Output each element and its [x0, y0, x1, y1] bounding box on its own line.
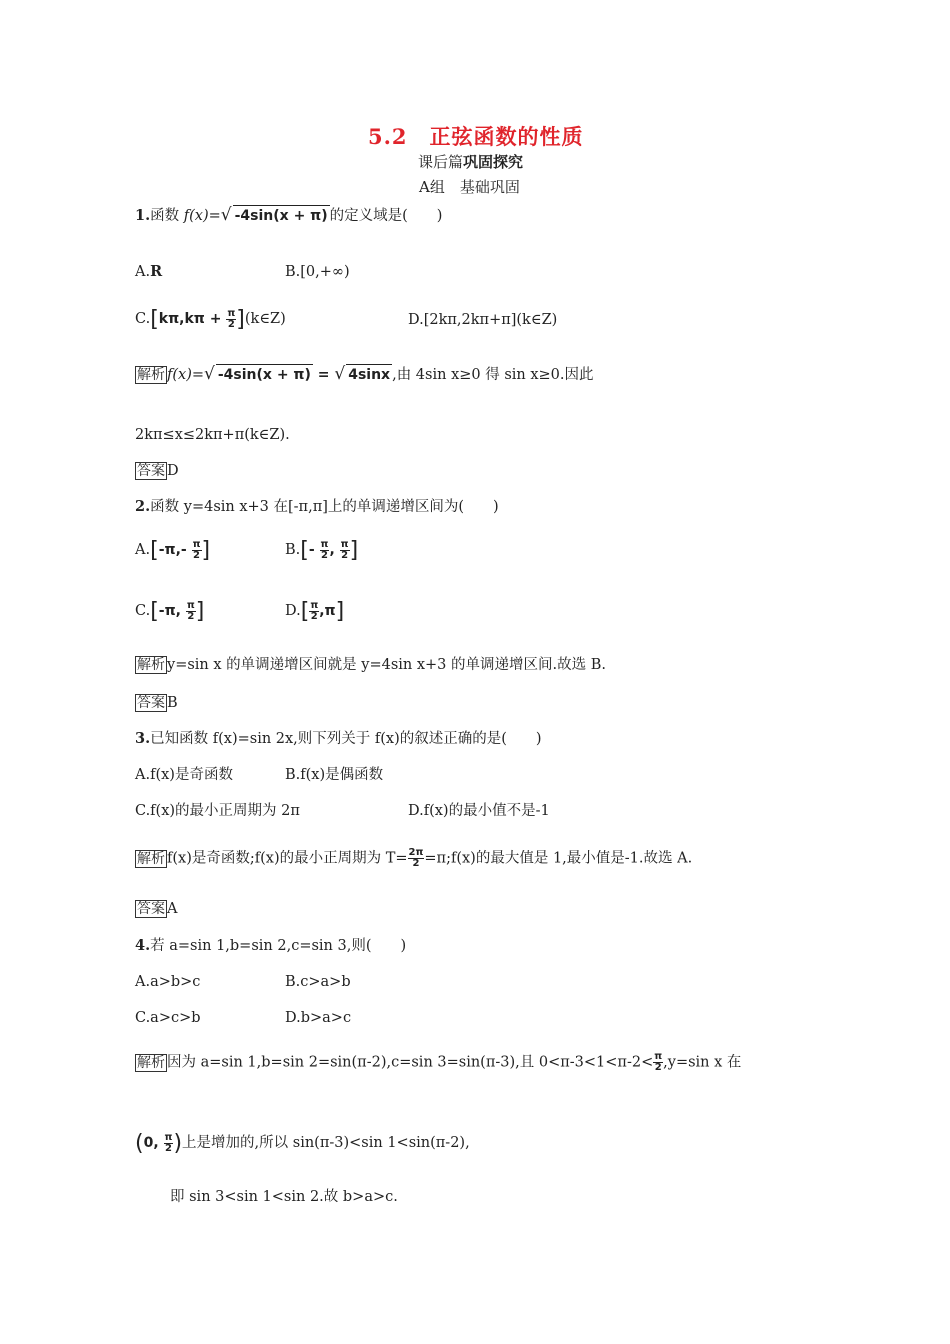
q3-option-d: D.f(x)的最小值不是-1: [408, 803, 550, 819]
q1-option-a: A.R: [135, 263, 163, 280]
q4-option-b: B.c>a>b: [285, 974, 351, 990]
q4-analysis-line-2: (0, $\frac{\pi}{2}$ )上是增加的,所以 sin(π-3)<sin 1<sin(π-2),: [135, 1131, 470, 1156]
answer-label: 答案: [137, 463, 165, 479]
answer-label: 答案: [137, 695, 165, 711]
q2-answer: 答案 B: [137, 695, 178, 711]
q4-analysis-line-3: 即 sin 3<sin 1<sin 2.故 b>a>c.: [170, 1189, 398, 1205]
subtitle-bold: 巩固探究: [463, 153, 524, 171]
q1-option-b: B.[0,+∞): [285, 264, 350, 280]
q1-answer: 答案 D: [137, 463, 179, 479]
sqrt-sign: √: [220, 205, 232, 225]
q4-option-d: D.b>a>c: [285, 1010, 352, 1026]
q2-option-d: D.[ $\frac{\pi}{2}$ ,π]: [285, 599, 345, 624]
q1-analysis: 解析 f(x)=√ -4sin(x + π) = √ 4sinx ,由 4sin x≥0 得 sin x≥0.因此: [137, 364, 594, 384]
q3-option-b: B.f(x)是偶函数: [285, 767, 384, 783]
answer-label: 答案: [137, 901, 165, 917]
q2-option-a: A.[-π,- $\frac{\pi}{2}$ ]: [135, 538, 211, 563]
question-1-stem: [135, 205, 442, 226]
analysis-label: 解析: [137, 1054, 165, 1071]
q3-analysis: 解析 f(x)是奇函数;f(x)的最小正周期为 T= $\frac{2\pi}{2}$ =π;f(x)的最大值是 1,最小值是-1.故选 A.: [137, 847, 693, 869]
q1-analysis-line-2: 2kπ≤x≤2kπ+π(k∈Z).: [135, 427, 290, 443]
q1-option-c: C.[kπ,kπ + $\frac{\pi}{2}$ ](k∈Z): [135, 307, 286, 332]
subtitle-plain: 课后篇: [418, 153, 464, 171]
analysis-label: 解析: [137, 850, 165, 867]
q3-answer: 答案 A: [137, 901, 178, 917]
analysis-label: 解析: [137, 657, 165, 673]
section-subtitle: [418, 152, 523, 172]
radicand: -4sin(x + π): [233, 205, 330, 226]
q4-analysis: 解析 因为 a=sin 1,b=sin 2=sin(π-2),c=sin 3=sin(π-3),且 0<π-3<1<π-2< $\frac{\pi}{2}$ ,y=sin x 在: [137, 1051, 742, 1073]
q4-option-c: C.a>c>b: [135, 1010, 201, 1026]
q1-option-d: D.[2kπ,2kπ+π](k∈Z): [408, 312, 558, 328]
group-heading: A组 基础巩固: [419, 178, 520, 196]
q3-option-c: C.f(x)的最小正周期为 2π: [135, 803, 300, 819]
fraction: $\frac{\pi}{2}$: [227, 307, 236, 330]
stem-text: 函数: [150, 208, 184, 224]
stem-text: 的定义域是( ): [329, 208, 443, 224]
question-number: 1.: [135, 207, 151, 224]
question-4-stem: 4.若 a=sin 1,b=sin 2,c=sin 3,则( ): [135, 937, 407, 954]
q2-option-c: C.[-π, $\frac{\pi}{2}$ ]: [135, 599, 205, 624]
page-title: 5.2 正弦函数的性质: [368, 124, 584, 149]
q4-option-a: A.a>b>c: [135, 974, 201, 990]
question-2-stem: 2.函数 y=4sin x+3 在[-π,π]上的单调递增区间为( ): [135, 498, 499, 515]
stem-function: f(x)=: [183, 208, 221, 224]
q2-analysis: 解析 y=sin x 的单调递增区间就是 y=4sin x+3 的单调递增区间.故选 B.: [137, 657, 606, 673]
analysis-label: 解析: [137, 367, 165, 383]
question-3-stem: 3.已知函数 f(x)=sin 2x,则下列关于 f(x)的叙述正确的是( ): [135, 730, 542, 747]
q3-option-a: A.f(x)是奇函数: [135, 767, 233, 783]
q2-option-b: B.[- $\frac{\pi}{2}$ , $\frac{\pi}{2}$ ]: [285, 538, 359, 563]
